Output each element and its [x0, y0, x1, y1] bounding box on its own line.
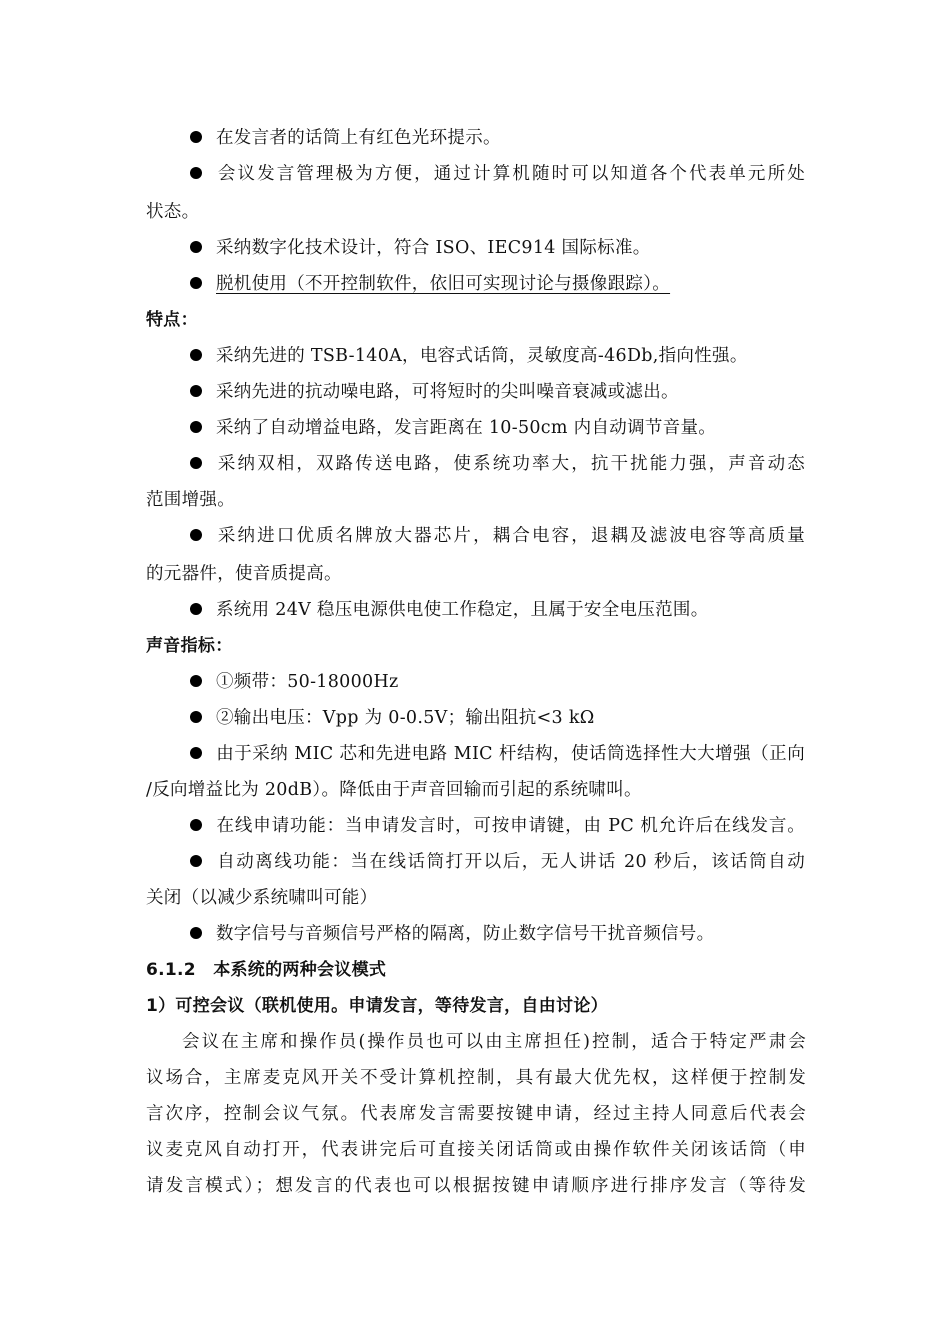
bullet-text: ①频带：50-18000Hz: [216, 672, 399, 692]
bullet-dot-icon: [190, 167, 202, 179]
subsection-heading: 1）可控会议（联机使用。申请发言，等待发言，自由讨论）: [146, 996, 608, 1016]
bullet-dot-icon: [190, 529, 202, 541]
bullet-item: [190, 272, 850, 296]
bullet-dot-icon: [190, 241, 202, 253]
bullet-item: [190, 344, 850, 368]
bullet-item: [190, 452, 805, 476]
bullet-text: 采纳先进的抗动噪电路，可将短时的尖叫噪音衰减或滤出。: [216, 382, 679, 402]
paragraph-continuation: 范围增强。: [146, 490, 235, 510]
bullet-text: ②输出电压：Vpp 为 0-0.5V；输出阻抗<3 kΩ: [216, 708, 595, 728]
bullet-text: 在线申请功能：当申请发言时，可按申请键，由 PC 机允许后在线发言。: [216, 816, 805, 836]
bullet-item: [190, 162, 805, 186]
bullet-dot-icon: [190, 421, 202, 433]
bullet-dot-icon: [190, 385, 202, 397]
bullet-dot-icon: [190, 131, 202, 143]
bullet-text: 由于采纳 MIC 芯和先进电路 MIC 杆结构，使话筒选择性大大增强（正向: [216, 744, 805, 764]
bullet-dot-icon: [190, 711, 202, 723]
paragraph-line: 会议在主席和操作员(操作员也可以由主席担任)控制，适合于特定严肃会: [182, 1032, 806, 1052]
bullet-item: [190, 236, 850, 260]
bullet-item: [190, 814, 805, 838]
paragraph-continuation: 的元器件，使音质提高。: [146, 564, 342, 584]
paragraph-line: 言次序，控制会议气氛。代表席发言需要按键申请，经过主持人同意后代表会: [146, 1104, 806, 1124]
bullet-item: [190, 742, 805, 766]
paragraph-continuation: 状态。: [146, 202, 200, 222]
bullet-item: [190, 380, 850, 404]
paragraph-line: 议麦克风自动打开，代表讲完后可直接关闭话筒或由操作软件关闭该话筒（申: [146, 1140, 806, 1160]
bullet-text: 采纳先进的 TSB-140A，电容式话筒，灵敏度高-46Db,指向性强。: [216, 346, 748, 366]
paragraph-line: 议场合，主席麦克风开关不受计算机控制，具有最大优先权，这样便于控制发: [146, 1068, 806, 1088]
bullet-text: 会议发言管理极为方便，通过计算机随时可以知道各个代表单元所处: [216, 164, 805, 184]
bullet-dot-icon: [190, 277, 202, 289]
section-heading: 6.1.2 本系统的两种会议模式: [146, 960, 387, 980]
section-heading: 特点：: [146, 310, 198, 330]
bullet-text: 采纳进口优质名牌放大器芯片，耦合电容，退耦及滤波电容等高质量: [216, 526, 805, 546]
bullet-item: [190, 922, 850, 946]
paragraph-continuation: 关闭（以减少系统啸叫可能）: [146, 888, 378, 908]
bullet-dot-icon: [190, 675, 202, 687]
bullet-dot-icon: [190, 349, 202, 361]
bullet-text: 自动离线功能：当在线话筒打开以后，无人讲话 20 秒后，该话筒自动: [216, 852, 805, 872]
bullet-text: 采纳了自动增益电路，发言距离在 10-50cm 内自动调节音量。: [216, 418, 717, 438]
bullet-item: [190, 524, 805, 548]
bullet-item: [190, 670, 850, 694]
section-heading: 声音指标：: [146, 636, 233, 656]
bullet-item: [190, 850, 805, 874]
bullet-item: [190, 706, 850, 730]
bullet-text: 数字信号与音频信号严格的隔离，防止数字信号干扰音频信号。: [216, 924, 715, 944]
bullet-dot-icon: [190, 747, 202, 759]
bullet-text: 系统用 24V 稳压电源供电使工作稳定，且属于安全电压范围。: [216, 600, 709, 620]
bullet-dot-icon: [190, 457, 202, 469]
bullet-dot-icon: [190, 855, 202, 867]
bullet-item: [190, 126, 850, 150]
paragraph-continuation: /反向增益比为 20dB）。降低由于声音回输而引起的系统啸叫。: [146, 780, 642, 800]
paragraph-line: 请发言模式）；想发言的代表也可以根据按键申请顺序进行排序发言（等待发: [146, 1176, 806, 1196]
bullet-text: 在发言者的话筒上有红色光环提示。: [216, 128, 501, 148]
bullet-item: [190, 598, 850, 622]
bullet-dot-icon: [190, 927, 202, 939]
bullet-item: [190, 416, 850, 440]
bullet-text: 采纳双相，双路传送电路，使系统功率大，抗干扰能力强，声音动态: [216, 454, 805, 474]
bullet-text: 脱机使用（不开控制软件，依旧可实现讨论与摄像跟踪）。: [216, 274, 671, 294]
bullet-dot-icon: [190, 819, 202, 831]
bullet-dot-icon: [190, 603, 202, 615]
bullet-text: 采纳数字化技术设计，符合 ISO、IEC914 国际标准。: [216, 238, 651, 258]
